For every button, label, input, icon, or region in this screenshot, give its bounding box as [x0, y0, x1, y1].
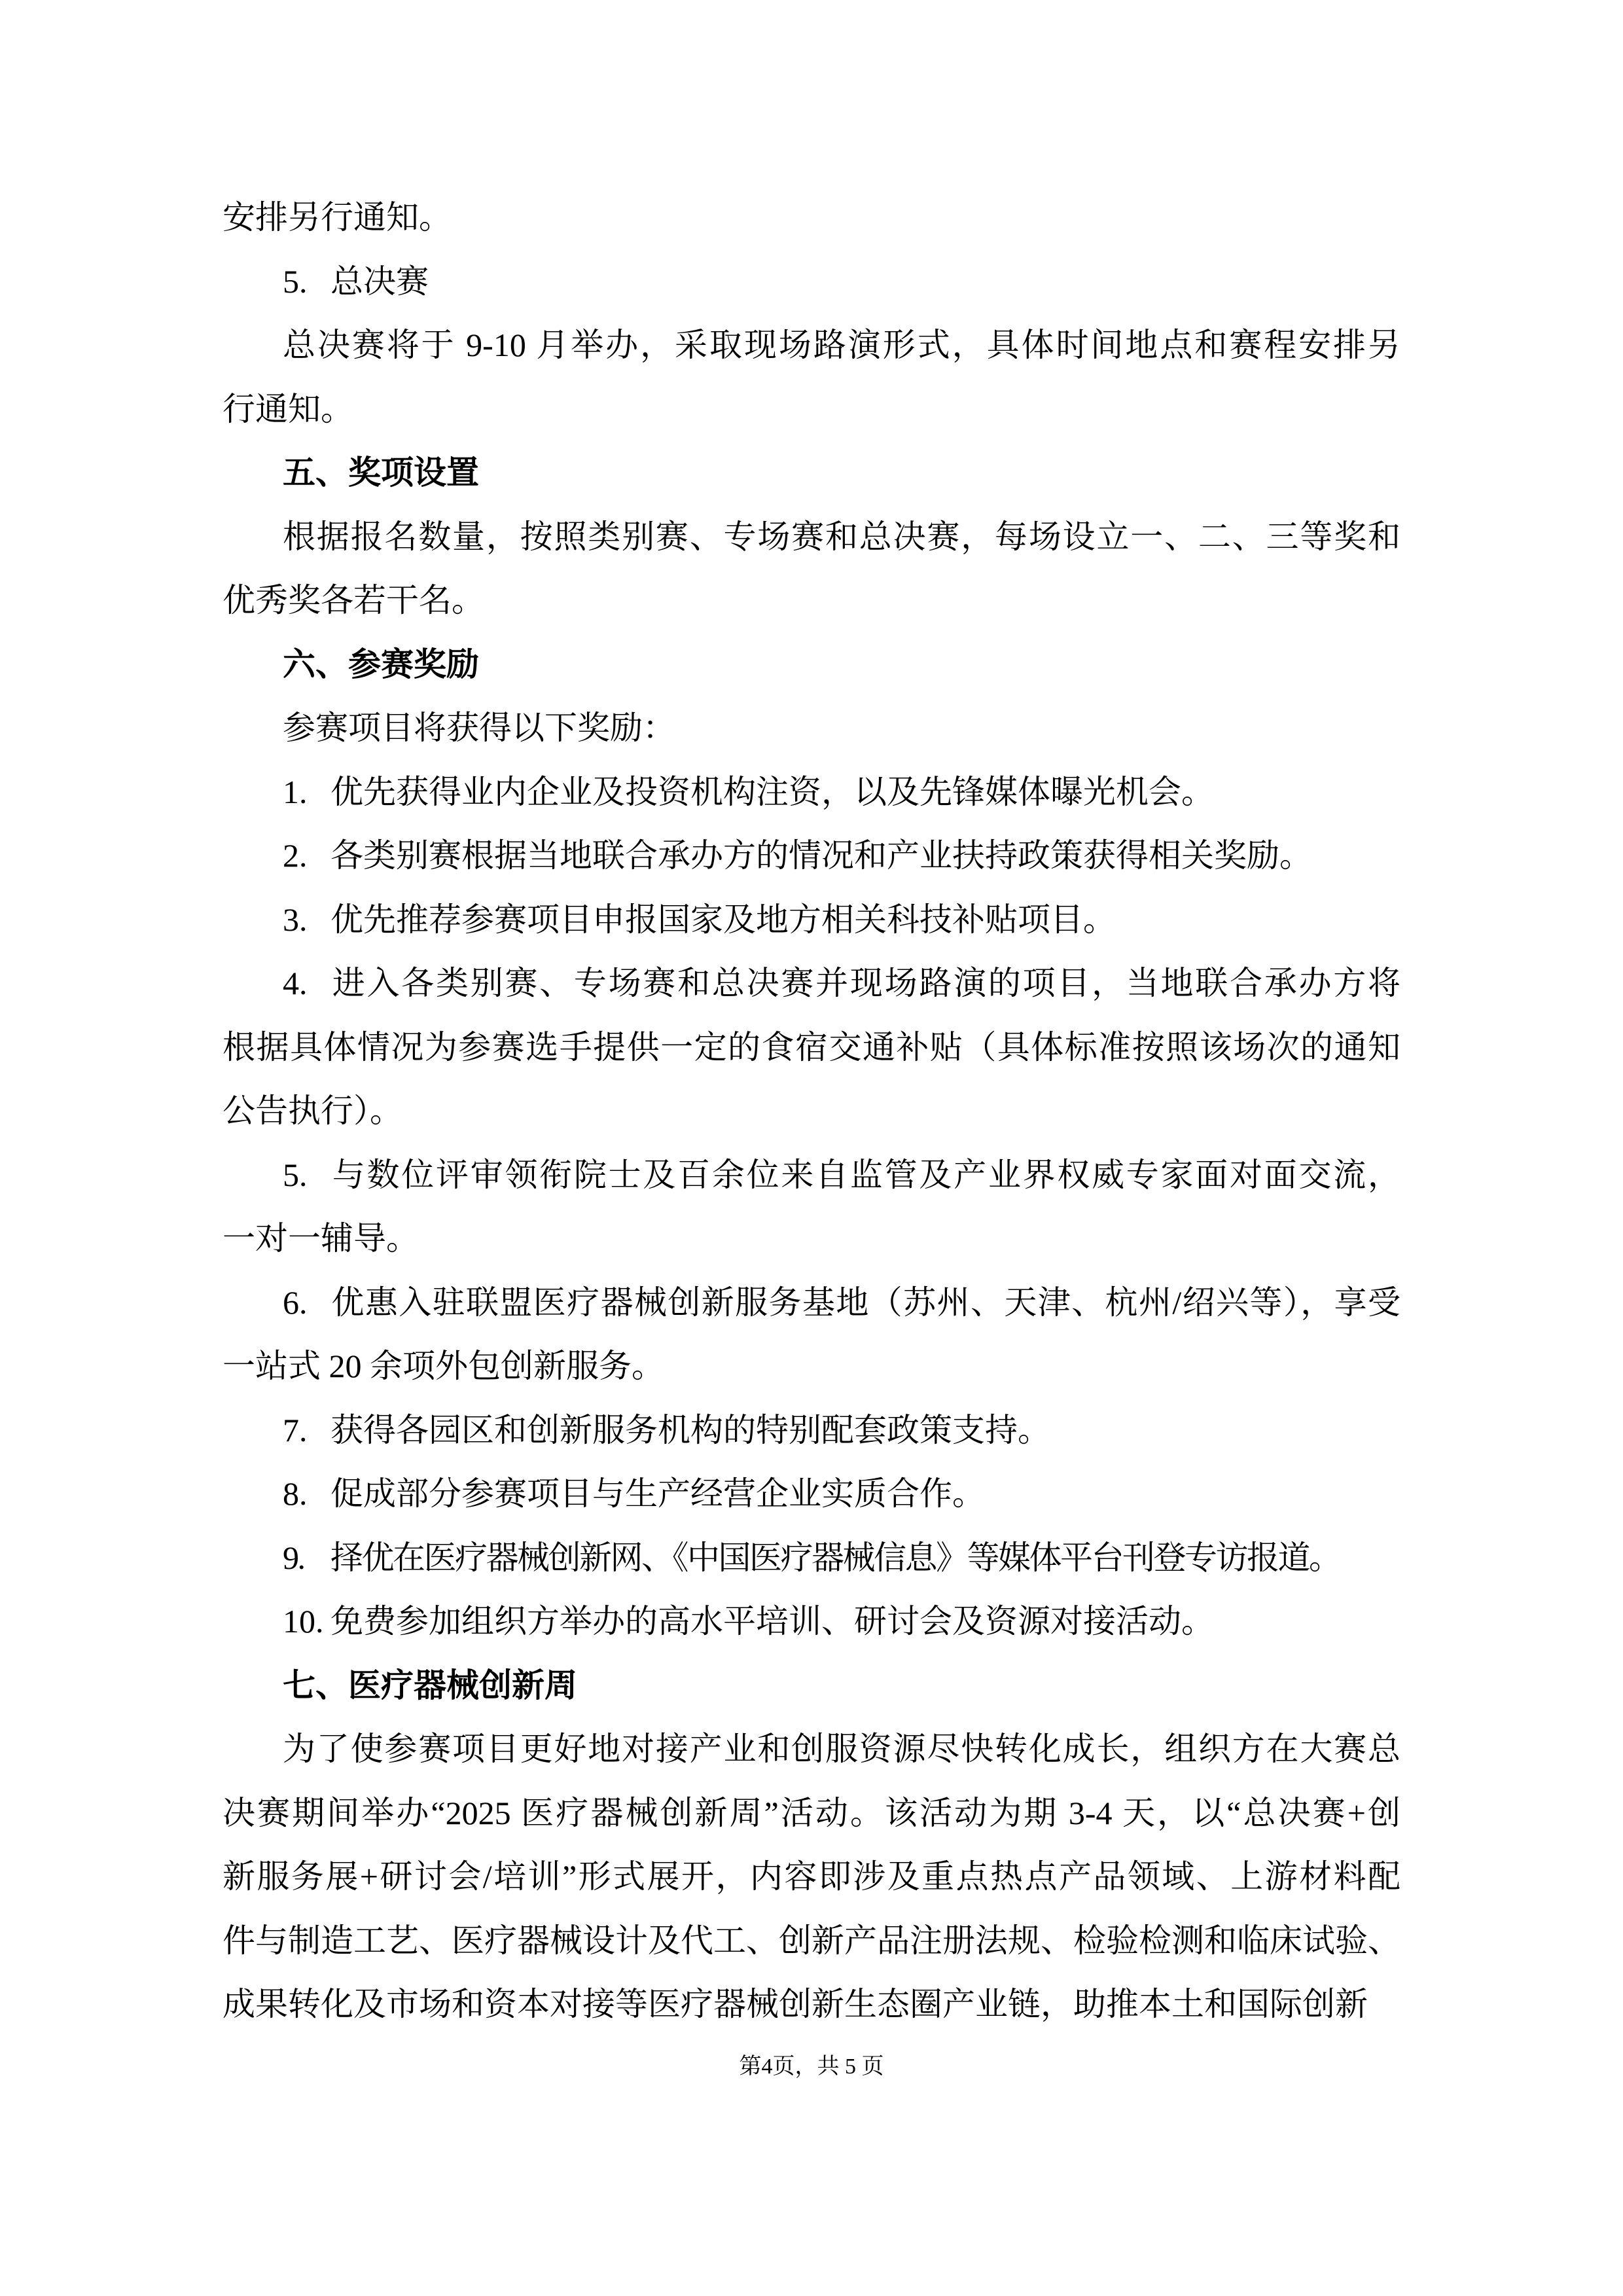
list-item-text: 促成部分参赛项目与生产经营企业实质合作。 — [330, 1475, 985, 1512]
list-item-number: 5. — [283, 262, 308, 300]
list-item — [223, 1399, 1400, 1463]
list-item-text: 优先推荐参赛项目申报国家及地方相关科技补贴项目。 — [330, 901, 1116, 938]
list-item — [223, 1143, 1400, 1208]
text-line: 根据报名数量，按照类别赛、专场赛和总决赛，每场设立一、二、三等奖和 — [283, 518, 1400, 555]
list-item-text: 总决赛 — [330, 262, 429, 300]
text-line: 安排另行通知。 — [223, 199, 452, 236]
list-item-number: 10. — [283, 1603, 324, 1640]
text-line: 总决赛将于 9-10 月举办，采取现场路演形式，具体时间地点和赛程安排另 — [283, 327, 1400, 363]
list-item — [223, 250, 1400, 314]
list-item-number: 2. — [283, 837, 308, 874]
list-item — [223, 952, 1400, 1016]
text-line: 公告执行）。 — [223, 1092, 402, 1129]
list-item — [223, 888, 1400, 952]
list-item-text: 进入各类别赛、专场赛和总决赛并现场路演的项目，当地联合承办方将 — [330, 965, 1400, 1001]
text-line: 一对一辅导。 — [223, 1220, 419, 1257]
text-line: 优秀奖各若干名。 — [223, 582, 484, 619]
text-line: 行通知。 — [223, 390, 353, 427]
list-item-number: 4. — [283, 965, 308, 1001]
list-item — [223, 1526, 1400, 1590]
list-item-number: 6. — [283, 1283, 308, 1321]
list-item-number: 3. — [283, 901, 308, 938]
list-item-text: 择优在医疗器械创新网、《中国医疗器械信息》等媒体平台刊登专访报道。 — [330, 1539, 1340, 1576]
list-item — [223, 1590, 1400, 1654]
text-line: 成果转化及市场和资本对接等医疗器械创新生态圈产业链，助推本土和国际创新 — [223, 1986, 1368, 2022]
list-item-number: 9. — [283, 1539, 304, 1576]
list-item — [223, 1271, 1400, 1335]
list-item — [223, 761, 1400, 825]
document-content — [223, 186, 1400, 2037]
list-item-number: 8. — [283, 1475, 308, 1512]
text-line: 件与制造工艺、医疗器械设计及代工、创新产品注册法规、检验检测和临床试验、 — [223, 1922, 1400, 1959]
list-item-number: 5. — [283, 1156, 308, 1193]
section-heading: 六、参赛奖励 — [283, 645, 479, 683]
text-line: 一站式 20 余项外包创新服务。 — [223, 1348, 664, 1384]
text-line: 根据具体情况为参赛选手提供一定的食宿交通补贴（具体标准按照该场次的通知 — [223, 1028, 1400, 1066]
section-heading: 五、奖项设置 — [283, 454, 479, 491]
text-line: 为了使参赛项目更好地对接产业和创服资源尽快转化成长，组织方在大赛总 — [283, 1731, 1400, 1767]
list-item-text: 各类别赛根据当地联合承办方的情况和产业扶持政策获得相关奖励。 — [330, 837, 1312, 874]
list-item-text: 优惠入驻联盟医疗器械创新服务基地（苏州、天津、杭州/绍兴等），享受 — [330, 1283, 1400, 1321]
list-item-text: 免费参加组织方举办的高水平培训、研讨会及资源对接活动。 — [330, 1603, 1214, 1640]
list-item-text: 获得各园区和创新服务机构的特别配套政策支持。 — [330, 1411, 1050, 1448]
list-item-number: 7. — [283, 1411, 308, 1448]
list-item — [223, 824, 1400, 888]
page-footer: 第4页，共 5 页 — [739, 2054, 884, 2079]
section-heading: 七、医疗器械创新周 — [283, 1666, 577, 1704]
text-line: 新服务展+研讨会/培训”形式展开，内容即涉及重点热点产品领域、上游材料配 — [223, 1858, 1400, 1895]
list-item-text: 优先获得业内企业及投资机构注资，以及先锋媒体曝光机会。 — [330, 773, 1214, 810]
text-line: 参赛项目将获得以下奖励： — [283, 709, 675, 746]
list-item-text: 与数位评审领衔院士及百余位来自监管及产业界权威专家面对面交流， — [330, 1156, 1400, 1193]
text-line: 决赛期间举办“2025 医疗器械创新周”活动。该活动为期 3-4 天，以“总决赛+创 — [223, 1794, 1400, 1831]
list-item — [223, 1462, 1400, 1526]
list-item-number: 1. — [283, 773, 308, 810]
